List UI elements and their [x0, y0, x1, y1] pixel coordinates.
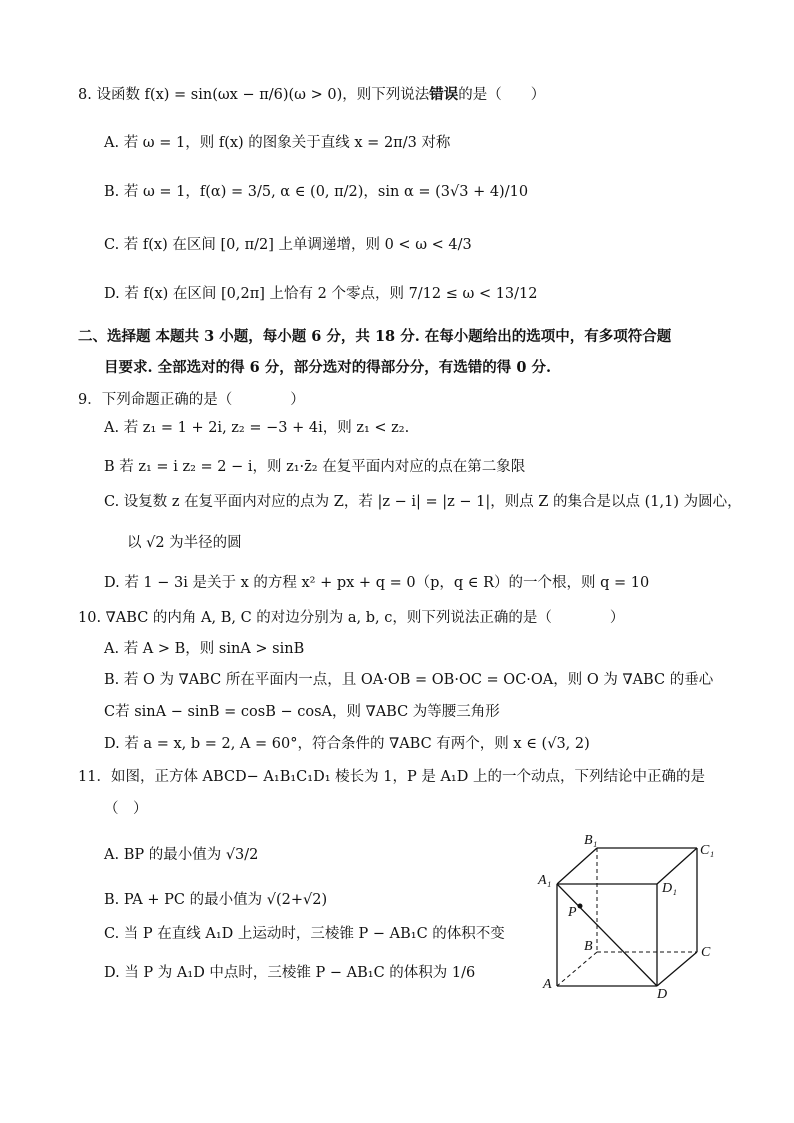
point-p — [578, 904, 583, 909]
label-a1: A₁ — [538, 873, 552, 888]
q9-stem: 9．下列命题正确的是（ ） — [78, 392, 305, 408]
q10-option-a: A. 若 A > B，则 sinA > sinB — [104, 641, 305, 657]
label-b1: B₁ — [584, 833, 598, 848]
q8-stem: 8. 设函数 f(x) = sin(ωx − π/6)(ω > 0)，则下列说法错误的是（ ） — [78, 86, 546, 103]
q11-option-d: D. 当 P 为 A₁D 中点时，三棱锥 P − AB₁C 的体积为 1/6 — [104, 965, 476, 981]
q9-option-a: A. 若 z₁ = 1 + 2i, z₂ = −3 + 4i，则 z₁ < z₂. — [104, 420, 410, 436]
q8-option-d: D. 若 f(x) 在区间 [0,2π] 上恰有 2 个零点，则 7/12 ≤ ω < 13/12 — [104, 286, 538, 302]
q10-option-b: B. 若 O 为 ∇ABC 所在平面内一点，且 OA·OB = OB·OC = OC·OA，则 O 为 ∇ABC 的垂心 — [104, 672, 714, 688]
cube-figure — [530, 828, 730, 1000]
q11-option-a: A. BP 的最小值为 √3/2 — [104, 847, 259, 863]
section2-title-line1: 二、选择题 本题共 3 小题，每小题 6 分，共 18 分. 在每小题给出的选项中，有多项符合题 — [78, 328, 672, 345]
label-p: P — [568, 905, 577, 920]
q8-option-a: A. 若 ω = 1，则 f(x) 的图象关于直线 x = 2π/3 对称 — [104, 135, 451, 151]
label-d: D — [657, 987, 668, 1000]
q9-option-c-line2: 以 √2 为半径的圆 — [127, 535, 242, 551]
q8-stem-emphasis: 错误 — [429, 86, 459, 103]
q11-stem-line1: 11．如图，正方体 ABCD− A₁B₁C₁D₁ 棱长为 1，P 是 A₁D 上的一个动点，下列结论中正确的是 — [78, 769, 705, 785]
q8-option-b: B. 若 ω = 1，f(α) = 3/5, α ∈ (0, π/2)，sin α = (3√3 + 4)/10 — [104, 184, 529, 200]
section2-title-line2: 目要求. 全部选对的得 6 分，部分选对的得部分分，有选错的得 0 分. — [104, 359, 552, 376]
q9-option-c-line1: C. 设复数 z 在复平面内对应的点为 Z，若 |z − i| = |z − 1|，则点 Z 的集合是以点 (1,1) 为圆心， — [104, 494, 742, 510]
q9-option-b: B 若 z₁ = i z₂ = 2 − i，则 z₁·z̄₂ 在复平面内对应的点在第二象限 — [104, 459, 526, 475]
label-d1: D₁ — [662, 881, 677, 896]
q11-stem-line2: （ ） — [104, 801, 148, 817]
label-c: C — [701, 945, 711, 960]
label-a: A — [543, 977, 552, 992]
q10-option-d: D. 若 a = x, b = 2, A = 60°，符合条件的 ∇ABC 有两个，则 x ∈ (√3, 2) — [104, 736, 590, 752]
cube-hidden-edges — [557, 848, 697, 986]
label-b: B — [584, 939, 593, 954]
label-c1: C₁ — [700, 843, 715, 858]
cube-visible-edges — [557, 848, 697, 986]
q10-stem: 10. ∇ABC 的内角 A, B, C 的对边分别为 a, b, c，则下列说法正确的是（ ） — [78, 610, 625, 626]
q11-option-b: B. PA + PC 的最小值为 √(2+√2) — [104, 892, 328, 908]
q11-option-c: C. 当 P 在直线 A₁D 上运动时，三棱锥 P − AB₁C 的体积不变 — [104, 926, 505, 942]
q10-option-c: C若 sinA − sinB = cosB − cosA，则 ∇ABC 为等腰三角形 — [104, 704, 500, 720]
q9-option-d: D. 若 1 − 3i 是关于 x 的方程 x² + px + q = 0（p，q ∈ R）的一个根，则 q = 10 — [104, 575, 650, 591]
q8-option-c: C. 若 f(x) 在区间 [0, π/2] 上单调递增，则 0 < ω < 4/3 — [104, 237, 472, 253]
